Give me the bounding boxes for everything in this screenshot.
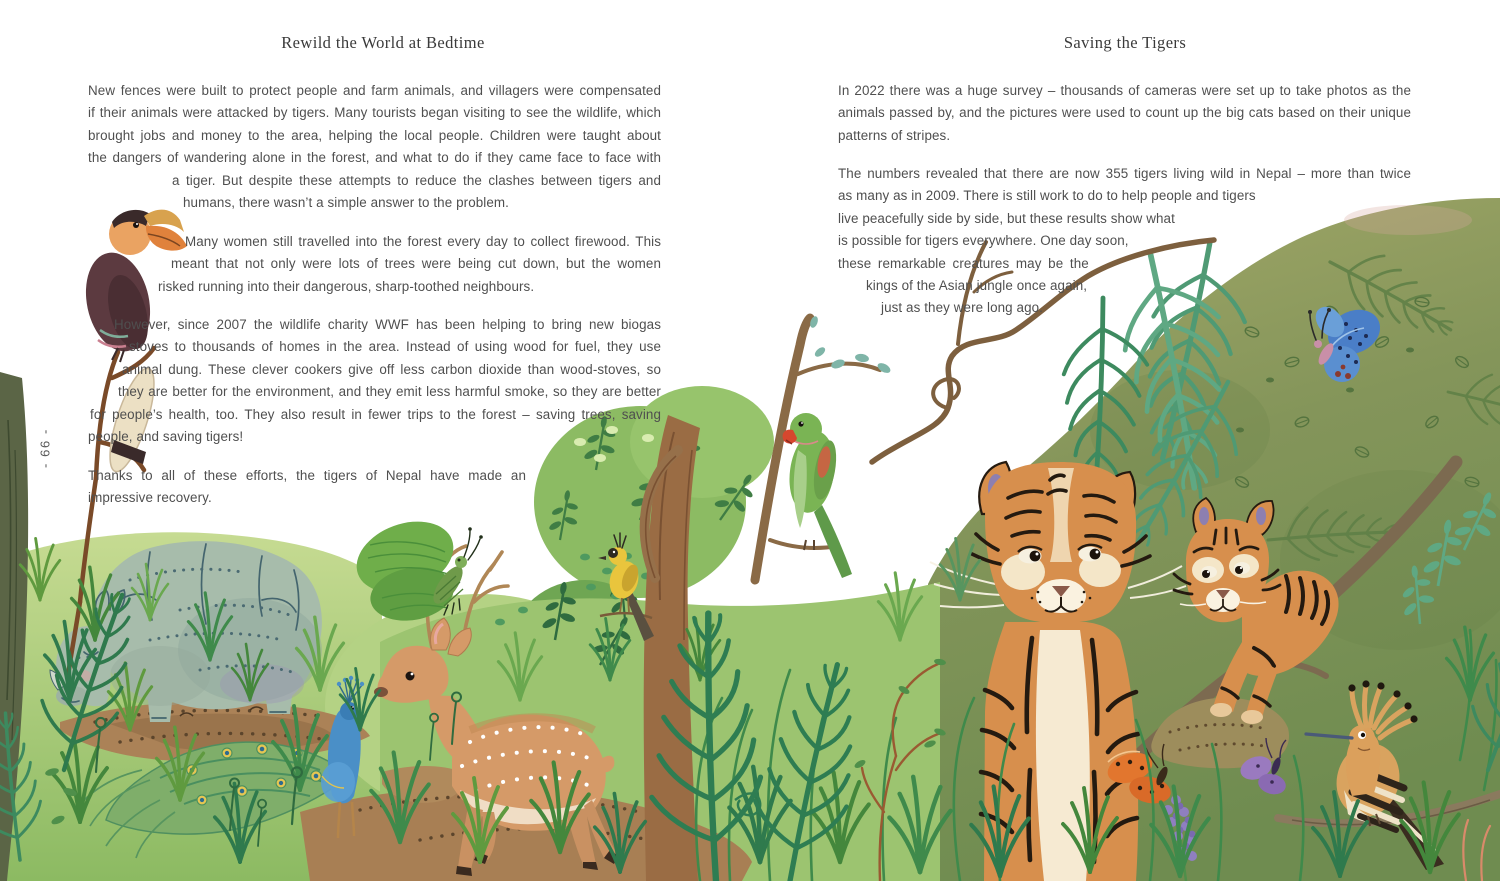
text-line: However, since 2007 the wildlife charity WWF has been helping to bring new biogas (114, 317, 661, 332)
text-line: just as they were long ago. (881, 300, 1043, 316)
text-line: New fences were built to protect people and farm animals, and villagers were compensated (88, 83, 661, 98)
text-line: if their animals were attacked by tigers. Many tourists began visiting to see the wildlife, which (88, 105, 661, 121)
text-line: the dangers of wandering alone in the forest, and what to do if they came face to face with (88, 150, 661, 166)
text-line: for people’s health, too. They also result in fewer trips to the forest – saving trees, saving (90, 406, 661, 422)
rose-ringed-parakeet (783, 413, 852, 578)
right-page-header: Saving the Tigers (1063, 33, 1187, 52)
text-line: humans, there wasn’t a simple answer to the problem. (183, 195, 509, 210)
text-line: stoves to thousands of homes in the area. Instead of using wood for fuel, they use (129, 339, 661, 355)
text-line: a tiger. But despite these attempts to reduce the clashes between tigers and (172, 172, 661, 188)
text-line: they are better for the environment, and they emit less harmful smoke, so they are better (118, 384, 661, 400)
text-line: is possible for tigers everywhere. One day soon, (838, 233, 1129, 249)
text-line: animal dung. These clever cookers give off less carbon dioxide than wood-stoves, so (122, 361, 661, 377)
text-line: brought jobs and money to the area, helping the local people. Children were taught about (88, 127, 661, 143)
text-line: these remarkable creatures may be the (838, 255, 1089, 271)
page-number: - 66 - (37, 428, 53, 468)
left-page-header: Rewild the World at Bedtime (281, 33, 485, 52)
text-line: risked running into their dangerous, sharp-toothed neighbours. (158, 278, 535, 294)
text-line: Many women still travelled into the forest every day to collect firewood. This (185, 234, 661, 249)
text-line: patterns of stripes. (838, 127, 951, 143)
text-line: The numbers revealed that there are now 355 tigers living wild in Nepal – more than twice (838, 166, 1411, 181)
text-line: meant that not only were lots of trees were being cut down, but the women (171, 256, 661, 272)
text-line: impressive recovery. (88, 490, 212, 506)
text-line: kings of the Asian jungle once again, (866, 278, 1088, 293)
text-line: live peacefully side by side, but these results show what (838, 210, 1175, 226)
text-line: In 2022 there was a huge survey – thousands of cameras were set up to take photos as the (838, 83, 1411, 98)
text-line: people, and saving tigers! (88, 429, 244, 444)
text-line: animals passed by, and the pictures were used to count up the big cats based on their unique (838, 105, 1411, 121)
text-line: Thanks to all of these efforts, the tigers of Nepal have made an (88, 468, 526, 483)
text-line: as many as in 2009. There is still work to do to help people and tigers (838, 188, 1256, 204)
